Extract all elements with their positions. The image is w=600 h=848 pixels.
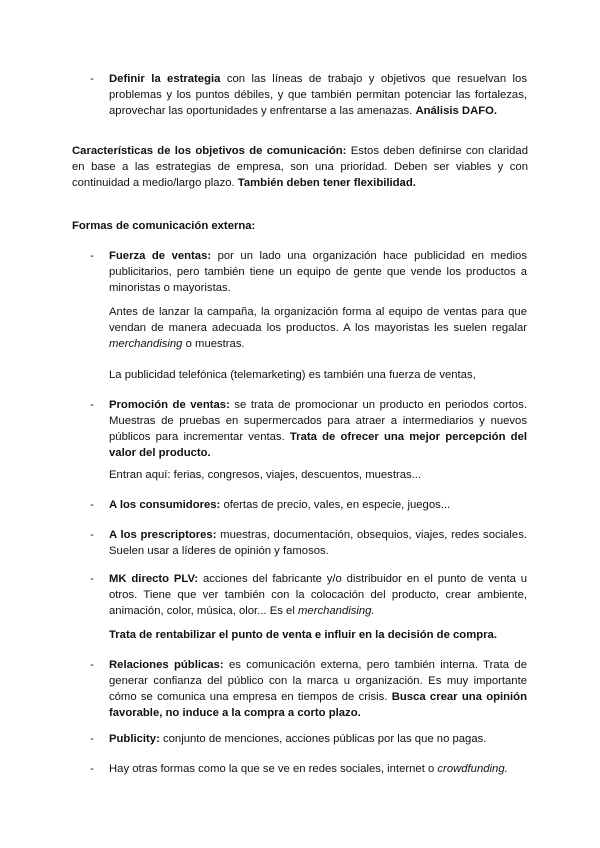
list-item-relaciones-publicas: Relaciones públicas: es comunicación externa, pero también interna. Trata de generar confianza del público con la marca u organización. Es muy importante cómo se comunica una empresa en tiempos de crisis. Busca crear una opinión favorable, no induce a la compra a corto plazo. bbox=[109, 659, 527, 719]
list-item-definir-estrategia: Definir la estrategia con las líneas de trabajo y objetivos que resuelvan los problemas y los puntos débiles, y que también permitan potenciar las fortalezas, aprovechar las oportunidades y enfrentarse a las amenazas. Análisis DAFO. bbox=[109, 73, 527, 117]
list-item-otras-formas: Hay otras formas como la que se ve en redes sociales, internet o crowdfunding. bbox=[109, 763, 508, 775]
paragraph-term: Características de los objetivos de comunicación: bbox=[72, 145, 347, 157]
list-bullet: - bbox=[90, 763, 94, 775]
sub-paragraph-entran: Entran aquí: ferias, congresos, viajes, descuentos, muestras... bbox=[109, 469, 422, 481]
sub-paragraph-telemarketing: La publicidad telefónica (telemarketing) es también una fuerza de ventas, bbox=[109, 369, 476, 381]
sub-paragraph-rentabilizar: Trata de rentabilizar el punto de venta e influir en la decisión de compra. bbox=[109, 629, 497, 641]
list-item-fuerza-ventas: Fuerza de ventas: por un lado una organización hace publicidad en medios publicitarios, pero también tiene un equipo de gente que vende los productos a minoristas o mayoristas. bbox=[109, 250, 527, 294]
section-heading: Formas de comunicación externa: bbox=[72, 220, 256, 232]
list-bullet: - bbox=[90, 499, 94, 511]
paragraph-bold-end: También deben tener flexibilidad. bbox=[237, 177, 416, 189]
paragraph-caracteristicas: Características de los objetivos de comunicación: Estos deben definirse con claridad en base a las estrategias de empresa, son una prioridad. Deben ser viables y con continuidad a medio/largo plazo. También deben tener flexibilidad. bbox=[72, 145, 528, 189]
list-bullet: - bbox=[90, 399, 94, 411]
list-bullet: - bbox=[90, 529, 94, 541]
item-term: A los prescriptores: bbox=[109, 529, 217, 541]
list-item-publicity: Publicity: conjunto de menciones, acciones públicas por las que no pagas. bbox=[109, 733, 487, 745]
item-bold-end: Trata de ofrecer una mejor percepción del valor del producto. bbox=[109, 431, 527, 459]
item-term: Fuerza de ventas: bbox=[109, 250, 212, 262]
list-bullet: - bbox=[90, 73, 94, 85]
list-item-promocion-ventas: Promoción de ventas: se trata de promocionar un producto en periodos cortos. Muestras de pruebas en supermercados para atraer a intermediarios y nuevos públicos para incrementar ventas. Trata de ofrecer una mejor percepción del valor del producto. bbox=[109, 399, 527, 459]
list-bullet: - bbox=[90, 573, 94, 585]
list-item-prescriptores: A los prescriptores: muestras, documentación, obsequios, viajes, redes sociales. Suelen usar a líderes de opinión y famosos. bbox=[109, 529, 527, 557]
item-term: Promoción de ventas: bbox=[109, 399, 230, 411]
list-item-consumidores: A los consumidores: ofertas de precio, vales, en especie, juegos... bbox=[109, 499, 451, 511]
item-term: Relaciones públicas: bbox=[109, 659, 224, 671]
list-item-mk-directo: MK directo PLV: acciones del fabricante y/o distribuidor en el punto de venta u otros. Tiene que ver también con la colocación del producto, crear ambiente, animación, color, música, olor... Es el merchandising. bbox=[109, 573, 528, 617]
item-term: MK directo PLV: bbox=[109, 573, 199, 585]
item-term: A los consumidores: bbox=[109, 499, 221, 511]
item-bold-end: Busca crear una opinión favorable, no induce a la compra a corto plazo. bbox=[109, 691, 527, 719]
list-bullet: - bbox=[90, 250, 94, 262]
list-bullet: - bbox=[90, 659, 94, 671]
item-term: Definir la estrategia bbox=[109, 73, 221, 85]
item-term: Publicity: bbox=[109, 733, 160, 745]
list-bullet: - bbox=[90, 733, 94, 745]
sub-paragraph-campana: Antes de lanzar la campaña, la organización forma al equipo de ventas para que vendan de manera adecuada los productos. A los mayoristas les suelen regalar merchandising o muestras. bbox=[109, 306, 527, 350]
item-bold-end: Análisis DAFO. bbox=[415, 105, 498, 117]
